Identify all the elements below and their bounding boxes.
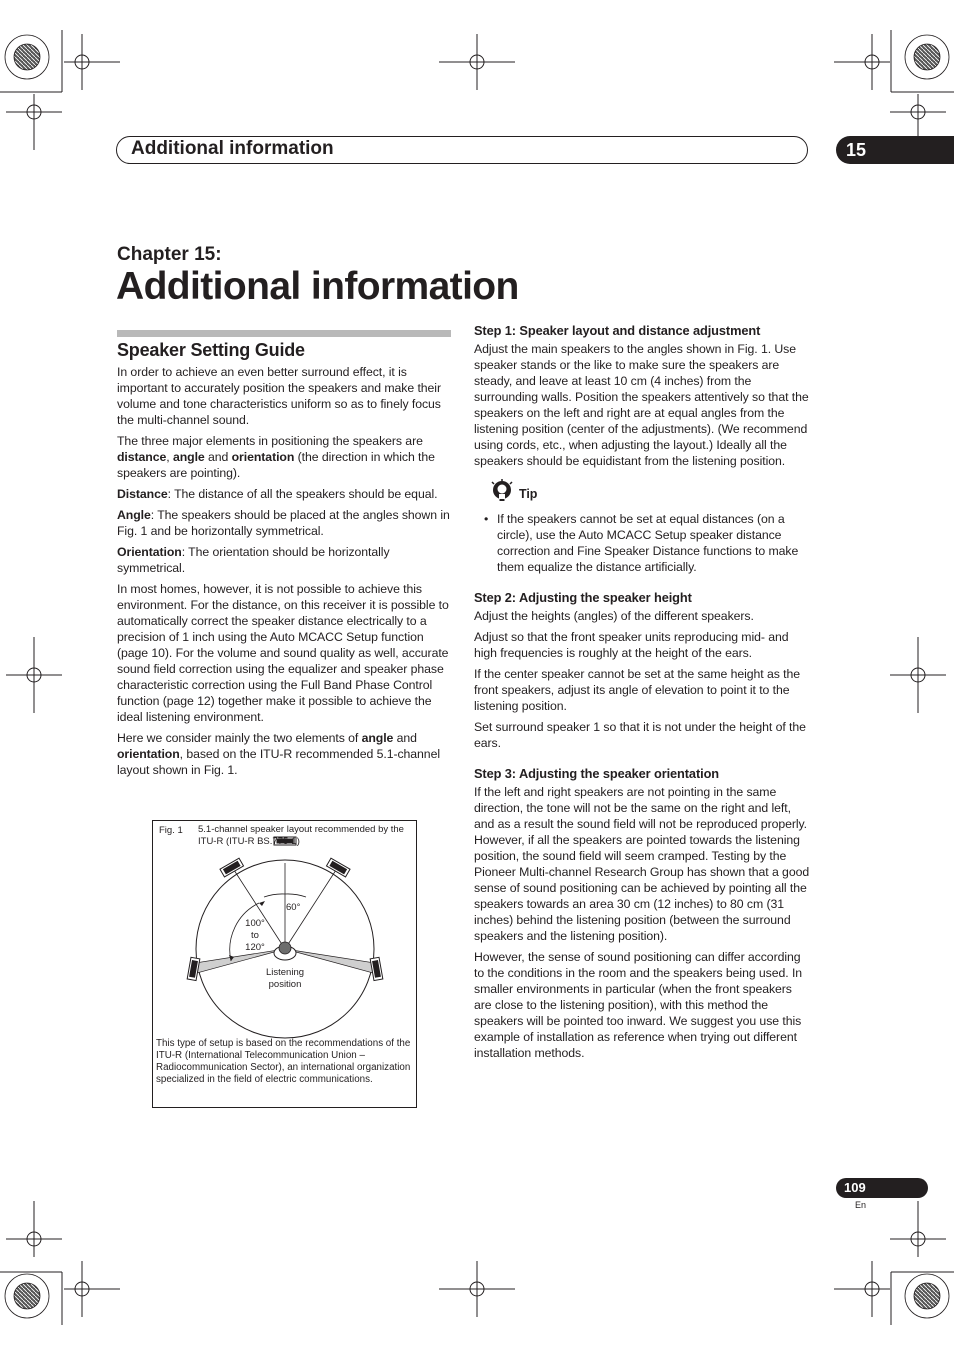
figure-note: This type of setup is based on the recommendations of the ITU-R (International Telecommunication Union – Radiocommunication Sector), an international organization specialized in the field of electric communications. xyxy=(156,1038,411,1085)
term-orientation: orientation xyxy=(117,747,180,761)
term-angle: angle xyxy=(172,450,205,464)
chapter-number-tab xyxy=(836,136,954,164)
orientation-term: Orientation xyxy=(117,545,182,559)
section-rule xyxy=(117,330,451,337)
speaker-front-left-icon xyxy=(220,858,244,877)
step2-paragraph-4: Set surround speaker 1 so that it is not under the height of the ears. xyxy=(474,720,806,750)
step2-heading: Step 2: Adjusting the speaker height xyxy=(474,590,692,605)
figure-caption: 5.1-channel speaker layout recommended by the ITU-R (ITU-R BS.775-1) xyxy=(198,824,404,847)
orientation-paragraph xyxy=(117,544,453,576)
distance-term: Distance xyxy=(117,487,168,501)
speaker-surround-left-icon xyxy=(187,957,200,980)
orientation-text: : The orientation should be horizontally symmetrical. xyxy=(117,545,390,575)
tip-lightbulb-icon xyxy=(490,479,514,503)
step2-paragraph-1: Adjust the heights (angles) of the different speakers. xyxy=(474,609,754,623)
label-120-degrees: 120° xyxy=(245,942,265,953)
speaker-front-right-icon xyxy=(326,858,350,877)
label-to: to xyxy=(251,930,259,941)
bullet-dot: • xyxy=(484,512,489,526)
chapter-number: 15 xyxy=(846,140,867,160)
step3-paragraph-1: If the left and right speakers are not pointing in the same direction, the tone will not be the same on the right and left, and as a result the sound field will not be reproduced properly. However, if all the speakers are pointed towards the listening position, the sound field will seem cramped. Testing by the Pioneer Multi-channel Research Group has shown that a good sense of sound positioning can be achieved by pointing all the speakers towards an area 30 cm (12 inches) to 80 cm (31 inches) behind the listening position (between the surround speakers and the listening position). xyxy=(474,785,810,943)
step2-paragraph-2: Adjust so that the front speaker units reproducing mid- and high frequencies is roughly at the height of the ears. xyxy=(474,630,789,660)
consider-paragraph xyxy=(117,730,453,778)
page-number: 109 xyxy=(844,1180,866,1195)
chapter-label: Chapter 15: xyxy=(117,244,222,265)
step2-paragraph-3: If the center speaker cannot be set at the same height as the front speakers, adjust its angle of elevation to point it to the listening position. xyxy=(474,667,800,713)
language-code: En xyxy=(855,1200,867,1210)
angle-term: Angle xyxy=(117,508,151,522)
text-span: The three major elements in positioning the speakers are xyxy=(117,434,423,448)
speaker-surround-right-icon xyxy=(370,957,383,980)
term-angle: angle xyxy=(361,731,394,745)
distance-text: : The distance of all the speakers should be equal. xyxy=(167,487,438,501)
section-title: Speaker Setting Guide xyxy=(117,340,305,360)
angle-arc-60 xyxy=(264,894,285,897)
page-title: Additional information xyxy=(116,265,519,308)
arc-arrowhead xyxy=(259,901,265,906)
label-60-degrees: 60° xyxy=(286,902,301,913)
tip-label: Tip xyxy=(519,487,538,501)
figure-number: Fig. 1 xyxy=(159,825,183,836)
angle-arc-60-right xyxy=(285,894,306,897)
angle-paragraph xyxy=(117,507,453,539)
page-number-tab xyxy=(836,1178,928,1198)
step3-heading: Step 3: Adjusting the speaker orientation xyxy=(474,766,720,781)
label-100-degrees: 100° xyxy=(245,918,265,929)
text-span: Here we consider mainly the two elements of xyxy=(117,731,362,745)
step1-paragraph: Adjust the main speakers to the angles shown in Fig. 1. Use speaker stands or the like to make sure the speakers are steady, and leave at least 10 cm (4 inches) from the surrounding walls. Position the speakers attentively so that the speakers on the left and right are at equal angles from the listening position (center of the adjustments). (We recommend using cords, etc., when adjusting the layout.) Ideally all the speakers should be equidistant from the listening position. xyxy=(474,342,809,468)
tip-text: If the speakers cannot be set at equal distances (on a circle), use the Auto MCACC Setup speaker distance correction and Fine Speaker Distance functions to make them equalize the distance artificially. xyxy=(497,512,799,574)
listener-icon xyxy=(274,942,296,960)
figure-speaker-layout xyxy=(152,820,417,1108)
label-listening: Listening xyxy=(265,967,305,978)
tip-bullet-item xyxy=(474,511,810,575)
text-span: , xyxy=(166,450,173,464)
term-orientation: orientation xyxy=(231,450,295,464)
angle-text: : The speakers should be placed at the angles shown in Fig. 1 and be horizontally symmetrical. xyxy=(117,508,450,538)
distance-paragraph xyxy=(117,486,453,502)
right-column xyxy=(474,323,810,1066)
step1-heading: Step 1: Speaker layout and distance adjustment xyxy=(474,323,761,338)
step3-paragraph-2: However, the sense of sound positioning can differ according to the conditions in the room and the speakers being used. In smaller environments in particular (when the front speakers are close to the listening position), with this method the speakers will be pointed too inward. We suggest you use this example of installation as reference when trying out different installation methods. xyxy=(474,950,803,1060)
intro-paragraph: In order to achieve an even better surround effect, it is important to accurately position the speakers and make their volume and tone characteristics uniform so as to finely focus the multi-channel sound. xyxy=(117,365,441,427)
tip-block xyxy=(474,479,810,507)
elements-paragraph xyxy=(117,433,453,481)
term-distance: distance xyxy=(117,450,167,464)
left-column xyxy=(117,364,453,783)
text-span: (the direction in which the speakers are pointing). xyxy=(117,450,435,480)
text-span: and xyxy=(204,450,232,464)
label-position: position xyxy=(268,979,302,990)
homes-paragraph: In most homes, however, it is not possible to achieve this environment. For the distance, on this receiver it is possible to automatically correct the speaker distance electrically to a precision of 1 inch using the Auto MCACC Setup function (page 10). For the volume and sound quality as well, accurate sound field correction using the equalizer and speaker phase characteristic correction using the Full Band Phase Control function (page 12) together make it possible to achieve the ideal listening environment. xyxy=(117,582,449,724)
header-section-title: Additional information xyxy=(131,138,334,159)
text-span: , based on the ITU-R recommended 5.1-channel layout shown in Fig. 1. xyxy=(117,747,440,777)
text-span: and xyxy=(393,731,417,745)
